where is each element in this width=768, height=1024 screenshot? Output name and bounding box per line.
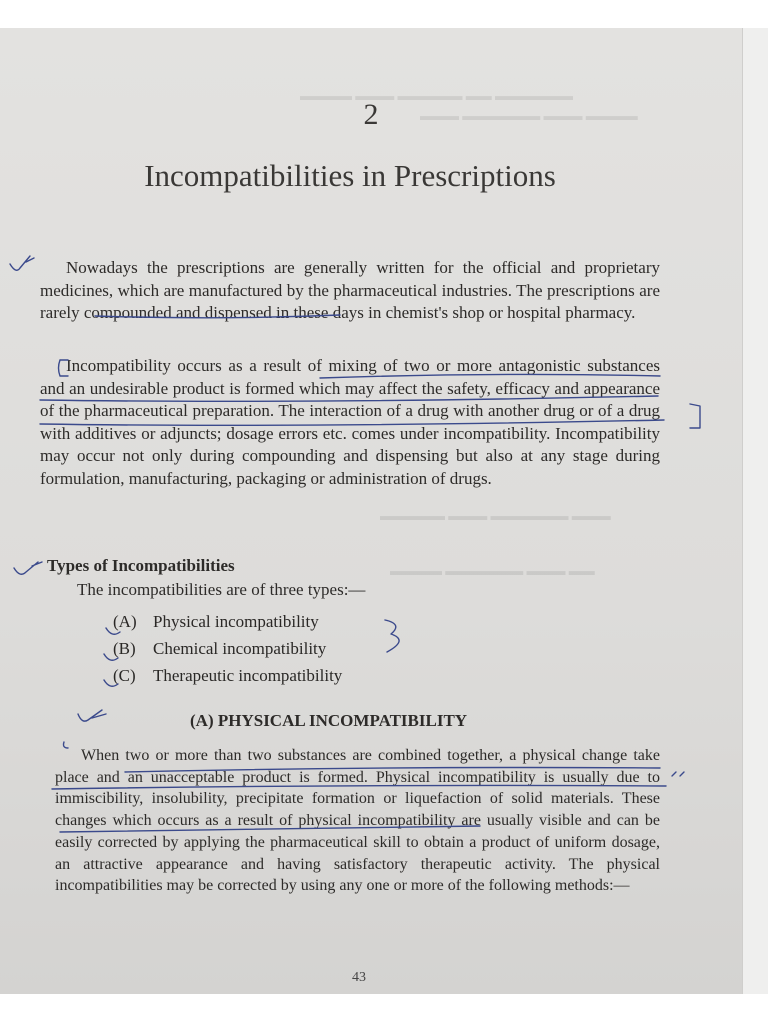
definition-paragraph: Incompatibility occurs as a result of mixing of two or more antagonistic substances and an undesirable product is formed which may affect the safety, efficacy and appearance of the pharmaceutical preparation. The interaction of a drug with another drug or of a drug with additives or adjuncts; dosage errors etc. comes under incompatibility. Incompatibility may occur not only during compounding and dispensing but also at any stage during formulation, manufacturing, packaging or administration of drugs. xyxy=(40,356,660,488)
types-intro: The incompatibilities are of three types:— xyxy=(77,580,366,599)
list-item-label: (C) xyxy=(113,666,136,685)
list-item-text: Physical incompatibility xyxy=(153,612,319,631)
list-item xyxy=(113,662,342,689)
list-item-text: Therapeutic incompatibility xyxy=(153,666,343,685)
show-through-text: ▬▬▬▬ ▬▬▬ ▬▬▬▬▬ ▬▬ ▬▬▬▬▬▬ xyxy=(300,88,573,103)
intro-paragraph: Nowadays the prescriptions are generally written for the official and proprietary medicines, which are manufactured by the pharmaceutical industries. The prescriptions are rarely compounded and dispensed in these days in chemist's shop or hospital pharmacy. xyxy=(40,258,660,323)
list-item-text: Chemical incompatibility xyxy=(153,639,327,658)
page-edge xyxy=(742,28,768,994)
list-item-label: (B) xyxy=(113,639,136,658)
chapter-title: Incompatibilities in Prescriptions xyxy=(144,158,556,193)
scan-margin-bottom xyxy=(0,994,768,1024)
chapter-number: 2 xyxy=(363,98,379,131)
types-heading: Types of Incompatibilities xyxy=(47,556,235,575)
scan-margin-top xyxy=(0,0,768,28)
show-through-text: ▬▬▬▬▬ ▬▬▬ ▬▬▬▬▬▬ ▬▬▬ xyxy=(380,508,611,523)
list-item xyxy=(113,635,342,662)
list-item-label: (A) xyxy=(113,612,137,631)
show-through-text: ▬▬▬ ▬▬▬▬▬▬ ▬▬▬ ▬▬▬▬ xyxy=(420,108,638,123)
physical-heading: (A) PHYSICAL INCOMPATIBILITY xyxy=(190,711,468,730)
page-number: 43 xyxy=(352,970,366,985)
show-through-text: ▬▬▬▬ ▬▬▬▬▬▬ ▬▬▬ ▬▬ xyxy=(390,563,595,578)
list-item xyxy=(113,608,342,635)
physical-paragraph: When two or more than two substances are combined together, a physical change take place and an unacceptable product is formed. Physical incompatibility is usually due to immiscibility, insolubility, precipitate formation or liquefaction of solid materials. These changes which occurs as a result of physical incompatibility are usually visible and can be easily corrected by applying the pharmaceutical skill to obtain a product of uniform dosage, an attractive appearance and having satisfactory therapeutic activity. The physical incompatibilities may be corrected by using any one or more of the following methods:— xyxy=(55,747,660,895)
types-list xyxy=(113,608,342,689)
